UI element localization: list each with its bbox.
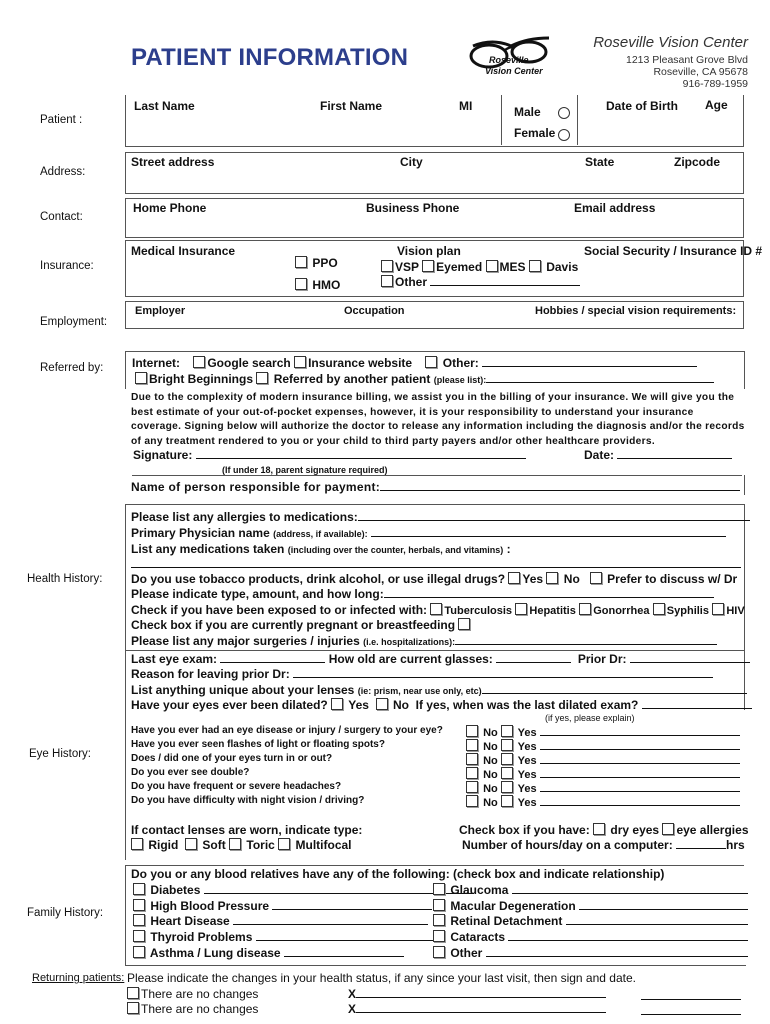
tobacco-row: Do you use tobacco products, drink alcohol, or use illegal drugs? Yes No Prefer to discuss w/ Dr	[131, 572, 738, 586]
eye-question-options: No Yes	[466, 725, 740, 739]
consent-paragraph: Due to the complexity of modern insurance billing, we assist you in the billing of your insurance. We will give you the best estimate of your out-of-pocket expenses, however, it is your responsibility to understand your insurance coverage. Signing below will authorize the doctor to release any information including the diagnosis and/or the records of any treatment rendered to you or your child to third party payers and/or other healthcare providers.	[131, 392, 745, 447]
dilated-yes-checkbox[interactable]	[331, 698, 343, 710]
female-radio[interactable]	[558, 129, 570, 141]
male-radio[interactable]	[558, 107, 570, 119]
family-condition-item[interactable]: Cataracts	[433, 930, 748, 944]
business-phone-label: Business Phone	[366, 201, 460, 215]
mes-checkbox[interactable]	[486, 260, 498, 272]
hiv-checkbox[interactable]	[712, 603, 724, 615]
glasses-age-input[interactable]	[496, 652, 571, 663]
family-condition-checkbox[interactable]	[133, 914, 145, 926]
male-label: Male	[514, 105, 541, 119]
yes-checkbox[interactable]	[501, 795, 513, 807]
allergies-field[interactable]: Please list any allergies to medications:	[131, 510, 750, 524]
return-signature-field[interactable]: X	[348, 1002, 606, 1016]
contacts-row: Rigid Soft Toric Multifocal	[131, 838, 352, 852]
eye-allergies-checkbox[interactable]	[662, 823, 674, 835]
email-label: Email address	[574, 201, 656, 215]
unique-field[interactable]: List anything unique about your lenses (ie: prism, near use only, etc)	[131, 683, 747, 697]
eye-question-options: No Yes	[466, 781, 740, 795]
family-condition-item[interactable]: Retinal Detachment	[433, 914, 748, 928]
last-name-label: Last Name	[134, 99, 195, 113]
section-label: Insurance:	[40, 260, 94, 272]
syphilis-checkbox[interactable]	[653, 603, 665, 615]
family-condition-item[interactable]: Thyroid Problems	[133, 930, 436, 944]
no-checkbox[interactable]	[466, 753, 478, 765]
age-label: Age	[705, 98, 728, 112]
eye-exam-row: Last eye exam: How old are current glasses: Prior Dr:	[131, 652, 750, 666]
reason-field[interactable]: Reason for leaving prior Dr:	[131, 667, 713, 681]
family-condition-checkbox[interactable]	[133, 930, 145, 942]
relationship-input[interactable]	[272, 899, 432, 910]
eye-question-text: Have you ever had an eye disease or injury / surgery to your eye?	[131, 725, 443, 736]
dob-label: Date of Birth	[606, 99, 678, 113]
insurance-website-checkbox[interactable]	[294, 356, 306, 368]
eye-question-row	[131, 753, 332, 764]
conditions-row: Check box if you have: dry eyes eye allergies	[459, 823, 749, 837]
family-condition-checkbox[interactable]	[433, 883, 445, 895]
clinic-phone: 916-789-1959	[682, 78, 748, 90]
pregnant-row: Check box if you are currently pregnant or breastfeeding	[131, 618, 472, 632]
family-condition-item[interactable]: Heart Disease	[133, 914, 428, 928]
referral-row-1: Internet: Google search Insurance website Other:	[132, 356, 697, 370]
family-question: Do you or any blood relatives have any of the following: (check box and indicate relationship)	[131, 867, 665, 881]
surgeries-field[interactable]: Please list any major surgeries / injuries (i.e. hospitalizations):	[131, 634, 717, 648]
eye-question-row	[131, 795, 364, 806]
physician-field[interactable]: Primary Physician name (address, if available):	[131, 526, 726, 540]
home-phone-label: Home Phone	[133, 201, 207, 215]
explain-input[interactable]	[540, 753, 740, 764]
yes-checkbox[interactable]	[501, 767, 513, 779]
address-box	[125, 152, 744, 194]
signature-field[interactable]: Signature:	[133, 448, 526, 462]
section-label: Patient :	[40, 114, 83, 126]
hmo-option[interactable]: HMO	[295, 278, 340, 292]
clinic-city: Roseville, CA 95678	[653, 66, 748, 78]
hmo-checkbox[interactable]	[295, 278, 307, 290]
no-checkbox[interactable]	[466, 781, 478, 793]
hobbies-label: Hobbies / special vision requirements:	[535, 305, 737, 317]
eye-question-text: Do you ever see double?	[131, 766, 250, 778]
no-changes-option[interactable]: There are no changes	[127, 987, 258, 1001]
eye-question-row	[131, 781, 341, 792]
relationship-input[interactable]	[566, 914, 748, 925]
dilated-row: Have your eyes ever been dilated? Yes No If yes, when was the last dilated exam?	[131, 698, 752, 712]
zip-label: Zipcode	[674, 155, 721, 169]
pregnant-checkbox[interactable]	[458, 618, 470, 630]
eye-question-text: Do you have difficulty with night vision / driving?	[131, 794, 365, 806]
eye-question-options: No Yes	[466, 795, 740, 809]
tobacco-prefer-checkbox[interactable]	[590, 572, 602, 584]
section-label: Address:	[40, 166, 86, 178]
explain-input[interactable]	[540, 725, 740, 736]
section-label: Referred by:	[40, 362, 104, 374]
eye-question-options: No Yes	[466, 767, 740, 781]
responsible-field[interactable]: Name of person responsible for payment:	[131, 480, 740, 494]
tobacco-yes-checkbox[interactable]	[508, 572, 520, 584]
family-condition-checkbox[interactable]	[133, 899, 145, 911]
other-plan-checkbox[interactable]	[381, 275, 393, 287]
no-checkbox[interactable]	[466, 739, 478, 751]
first-name-label: First Name	[320, 99, 383, 113]
explain-input[interactable]	[540, 795, 740, 806]
yes-checkbox[interactable]	[501, 725, 513, 737]
prior-dr-input[interactable]	[630, 652, 750, 663]
family-condition-item[interactable]: Other	[433, 946, 748, 960]
soft-checkbox[interactable]	[185, 838, 197, 850]
eye-question-text: Do you have frequent or severe headaches?	[131, 780, 342, 792]
family-condition-item[interactable]: Diabetes	[133, 883, 474, 897]
vision-plans-row: VSP Eyemed MES Davis	[381, 260, 578, 274]
family-condition-item[interactable]: High Blood Pressure	[133, 899, 432, 913]
no-changes-checkbox[interactable]	[127, 987, 139, 999]
tb-checkbox[interactable]	[430, 603, 442, 615]
referral-row-2: Bright Beginnings Referred by another patient (please list):	[135, 372, 714, 386]
hepatitis-checkbox[interactable]	[515, 603, 527, 615]
family-condition-checkbox[interactable]	[133, 883, 145, 895]
family-condition-item[interactable]: Asthma / Lung disease	[133, 946, 404, 960]
employer-label: Employer	[135, 305, 186, 317]
occupation-label: Occupation	[344, 305, 405, 317]
family-condition-checkbox[interactable]	[433, 899, 445, 911]
yes-checkbox[interactable]	[501, 739, 513, 751]
no-checkbox[interactable]	[466, 725, 478, 737]
street-label: Street address	[131, 155, 215, 169]
eye-question-text: Does / did one of your eyes turn in or out?	[131, 752, 333, 764]
section-label: Family History:	[27, 907, 104, 919]
toric-checkbox[interactable]	[229, 838, 241, 850]
under18-note: (If under 18, parent signature required)	[222, 465, 388, 475]
yes-checkbox[interactable]	[501, 781, 513, 793]
eyemed-checkbox[interactable]	[422, 260, 434, 272]
eye-question-row	[131, 725, 443, 736]
bright-beginnings-checkbox[interactable]	[135, 372, 147, 384]
computer-hours-field[interactable]: Number of hours/day on a computer: hrs	[462, 838, 745, 852]
explain-note: (if yes, please explain)	[545, 713, 635, 723]
section-label: Health History:	[27, 573, 103, 585]
no-changes-option[interactable]: There are no changes	[127, 1002, 258, 1016]
medical-insurance-label: Medical Insurance	[131, 244, 236, 258]
google-checkbox[interactable]	[193, 356, 205, 368]
section-label: Eye History:	[29, 748, 91, 760]
type-amount-field[interactable]: Please indicate type, amount, and how long:	[131, 587, 714, 601]
multifocal-checkbox[interactable]	[278, 838, 290, 850]
family-condition-checkbox[interactable]	[433, 914, 445, 926]
relationship-input[interactable]	[486, 946, 748, 957]
relationship-input[interactable]	[284, 946, 404, 957]
mi-label: MI	[459, 99, 473, 113]
eye-question-row	[131, 739, 385, 750]
no-checkbox[interactable]	[466, 767, 478, 779]
family-condition-checkbox[interactable]	[433, 930, 445, 942]
ppo-option[interactable]: PPO	[295, 256, 338, 270]
relationship-input[interactable]	[512, 883, 748, 894]
family-condition-item[interactable]: Macular Degeneration	[433, 899, 748, 913]
relationship-input[interactable]	[508, 930, 748, 941]
no-checkbox[interactable]	[466, 795, 478, 807]
eye-question-text: Have you ever seen flashes of light or floating spots?	[131, 738, 385, 750]
eye-question-row	[131, 767, 249, 778]
clinic-address: 1213 Pleasant Grove Blvd	[626, 54, 748, 66]
relationship-input[interactable]	[256, 930, 436, 941]
other-plan-option[interactable]: Other	[381, 275, 580, 289]
logo-text: Roseville	[489, 55, 529, 65]
female-label: Female	[514, 126, 556, 140]
city-label: City	[400, 155, 423, 169]
clinic-name: Roseville Vision Center	[593, 34, 748, 51]
state-label: State	[585, 155, 615, 169]
eye-question-options: No Yes	[466, 739, 740, 753]
return-date-field[interactable]	[641, 1002, 741, 1020]
page-title: PATIENT INFORMATION	[131, 44, 409, 71]
davis-checkbox[interactable]	[529, 260, 541, 272]
family-condition-checkbox[interactable]	[433, 946, 445, 958]
family-condition-checkbox[interactable]	[133, 946, 145, 958]
section-label: Employment:	[40, 316, 108, 328]
exposure-row: Check if you have been exposed to or infected with: Tuberculosis Hepatitis Gonorrhea Syphilis HIV	[131, 603, 745, 617]
gonorrhea-checkbox[interactable]	[579, 603, 591, 615]
medications-label: List any medications taken (including over the counter, herbals, and vitamins) :	[131, 542, 511, 556]
ssn-label: Social Security / Insurance ID #	[584, 244, 763, 258]
no-changes-checkbox[interactable]	[127, 1002, 139, 1014]
vision-plan-label: Vision plan	[397, 244, 461, 258]
relationship-input[interactable]	[579, 899, 748, 910]
vsp-checkbox[interactable]	[381, 260, 393, 272]
eye-question-options: No Yes	[466, 753, 740, 767]
section-label: Contact:	[40, 211, 83, 223]
rigid-checkbox[interactable]	[131, 838, 143, 850]
referred-patient-checkbox[interactable]	[256, 372, 268, 384]
dry-eyes-checkbox[interactable]	[593, 823, 605, 835]
explain-input[interactable]	[540, 739, 740, 750]
tobacco-no-checkbox[interactable]	[546, 572, 558, 584]
contacts-label: If contact lenses are worn, indicate type:	[131, 823, 363, 837]
returning-instructions: Please indicate the changes in your health status, if any since your last visit, then sign and date.	[127, 971, 636, 985]
relationship-input[interactable]	[233, 914, 428, 925]
family-condition-item[interactable]: Glaucoma	[433, 883, 748, 897]
yes-checkbox[interactable]	[501, 753, 513, 765]
explain-input[interactable]	[540, 767, 740, 778]
last-exam-input[interactable]	[220, 652, 325, 663]
logo-text: Vision Center	[485, 66, 543, 76]
returning-label: Returning patients:	[32, 972, 125, 984]
ppo-checkbox[interactable]	[295, 256, 307, 268]
explain-input[interactable]	[540, 781, 740, 792]
referral-other-checkbox[interactable]	[425, 356, 437, 368]
dilated-no-checkbox[interactable]	[376, 698, 388, 710]
return-signature-field[interactable]: X	[348, 987, 606, 1001]
date-field[interactable]: Date:	[584, 448, 732, 462]
